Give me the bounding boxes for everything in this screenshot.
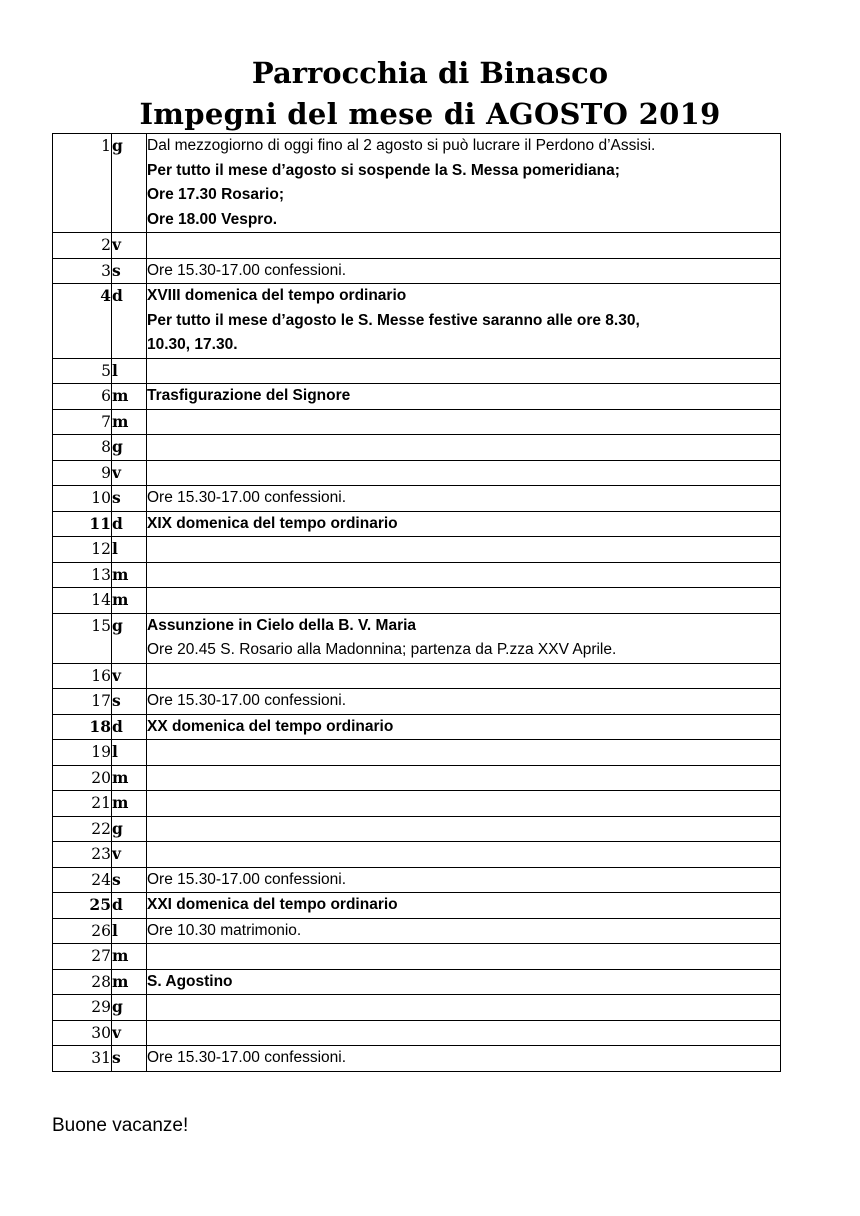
day-row — [53, 893, 781, 919]
day-number: 16 — [53, 663, 112, 689]
weekday-letter: l — [112, 537, 147, 563]
event-line: XIX domenica del tempo ordinario — [147, 514, 398, 532]
day-number: 2 — [53, 233, 112, 259]
day-row — [53, 689, 781, 715]
day-row — [53, 1046, 781, 1072]
day-events — [147, 384, 781, 410]
day-number: 31 — [53, 1046, 112, 1072]
day-events — [147, 511, 781, 537]
event-line: Ore 18.00 Vespro. — [147, 210, 278, 228]
day-number: 26 — [53, 918, 112, 944]
day-number: 30 — [53, 1020, 112, 1046]
day-events — [147, 740, 781, 766]
event-line: Ore 15.30-17.00 confessioni. — [147, 1049, 347, 1066]
day-row — [53, 134, 781, 233]
day-events — [147, 791, 781, 817]
day-events — [147, 1020, 781, 1046]
day-events — [147, 134, 781, 233]
day-number: 23 — [53, 842, 112, 868]
calendar-table — [52, 133, 781, 1072]
weekday-letter: s — [112, 867, 147, 893]
parish-title: Parrocchia di Binasco — [251, 56, 609, 90]
event-line: Assunzione in Cielo della B. V. Maria — [147, 616, 417, 634]
weekday-letter: m — [112, 562, 147, 588]
day-number: 8 — [53, 435, 112, 461]
weekday-letter: s — [112, 1046, 147, 1072]
day-row — [53, 867, 781, 893]
day-number: 17 — [53, 689, 112, 715]
day-events — [147, 358, 781, 384]
weekday-letter: g — [112, 995, 147, 1021]
day-row — [53, 435, 781, 461]
day-number: 20 — [53, 765, 112, 791]
day-row — [53, 486, 781, 512]
weekday-letter: v — [112, 1020, 147, 1046]
event-line: Per tutto il mese d’agosto si sospende la S. Messa pomeridiana; — [147, 161, 620, 179]
day-events — [147, 995, 781, 1021]
day-events — [147, 1046, 781, 1072]
weekday-letter: m — [112, 588, 147, 614]
day-row — [53, 663, 781, 689]
day-row — [53, 588, 781, 614]
day-number: 13 — [53, 562, 112, 588]
day-row — [53, 460, 781, 486]
weekday-letter: l — [112, 918, 147, 944]
event-line: Trasfigurazione del Signore — [147, 387, 351, 404]
weekday-letter: s — [112, 486, 147, 512]
weekday-letter: l — [112, 740, 147, 766]
day-number: 3 — [53, 258, 112, 284]
day-number: 21 — [53, 791, 112, 817]
weekday-letter: g — [112, 613, 147, 663]
event-line: 10.30, 17.30. — [147, 336, 238, 353]
day-number: 22 — [53, 816, 112, 842]
weekday-letter: d — [112, 511, 147, 537]
day-events — [147, 663, 781, 689]
day-number: 15 — [53, 613, 112, 663]
day-events — [147, 918, 781, 944]
weekday-letter: d — [112, 714, 147, 740]
day-number: 6 — [53, 384, 112, 410]
event-line: Ore 15.30-17.00 confessioni. — [147, 261, 347, 279]
day-row — [53, 740, 781, 766]
day-row — [53, 258, 781, 284]
day-row — [53, 613, 781, 663]
day-events — [147, 409, 781, 435]
event-line: Ore 15.30-17.00 confessioni. — [147, 870, 347, 888]
day-events — [147, 944, 781, 970]
day-events — [147, 562, 781, 588]
day-row — [53, 358, 781, 384]
closing-greeting: Buone vacanze! — [52, 1115, 189, 1136]
event-line: Ore 15.30-17.00 confessioni. — [147, 692, 347, 709]
day-number: 1 — [53, 134, 112, 233]
day-row — [53, 918, 781, 944]
day-events — [147, 284, 781, 359]
day-events — [147, 867, 781, 893]
day-row — [53, 714, 781, 740]
day-number: 24 — [53, 867, 112, 893]
day-number: 14 — [53, 588, 112, 614]
day-number: 19 — [53, 740, 112, 766]
day-number: 11 — [53, 511, 112, 537]
weekday-letter: v — [112, 842, 147, 868]
day-events — [147, 258, 781, 284]
day-row — [53, 969, 781, 995]
event-line: XVIII domenica del tempo ordinario — [147, 287, 407, 304]
day-row — [53, 765, 781, 791]
weekday-letter: g — [112, 816, 147, 842]
day-row — [53, 995, 781, 1021]
day-number: 7 — [53, 409, 112, 435]
calendar-body — [53, 134, 781, 1072]
day-events — [147, 233, 781, 259]
weekday-letter: v — [112, 663, 147, 689]
event-line: Ore 20.45 S. Rosario alla Madonnina; partenza da P.zza XXV Aprile. — [147, 641, 617, 658]
day-number: 9 — [53, 460, 112, 486]
event-line: Ore 15.30-17.00 confessioni. — [147, 489, 347, 506]
weekday-letter: d — [112, 893, 147, 919]
day-row — [53, 537, 781, 563]
day-row — [53, 384, 781, 410]
event-line: XX domenica del tempo ordinario — [147, 717, 394, 735]
day-number: 28 — [53, 969, 112, 995]
day-events — [147, 486, 781, 512]
day-events — [147, 460, 781, 486]
day-row — [53, 1020, 781, 1046]
event-line: Ore 10.30 matrimonio. — [147, 921, 302, 939]
event-line: Ore 17.30 Rosario; — [147, 186, 284, 203]
day-row — [53, 944, 781, 970]
weekday-letter: m — [112, 791, 147, 817]
day-row — [53, 284, 781, 359]
weekday-letter: g — [112, 134, 147, 233]
day-row — [53, 791, 781, 817]
month-title: Impegni del mese di AGOSTO 2019 — [139, 97, 721, 131]
event-line: XXI domenica del tempo ordinario — [147, 896, 398, 913]
day-row — [53, 816, 781, 842]
day-number: 29 — [53, 995, 112, 1021]
weekday-letter: l — [112, 358, 147, 384]
day-number: 25 — [53, 893, 112, 919]
weekday-letter: s — [112, 258, 147, 284]
day-events — [147, 842, 781, 868]
day-events — [147, 588, 781, 614]
weekday-letter: m — [112, 409, 147, 435]
weekday-letter: d — [112, 284, 147, 359]
day-number: 18 — [53, 714, 112, 740]
day-events — [147, 714, 781, 740]
day-row — [53, 511, 781, 537]
day-events — [147, 613, 781, 663]
event-line: S. Agostino — [147, 972, 233, 990]
event-line: Dal mezzogiorno di oggi fino al 2 agosto si può lucrare il Perdono d’Assisi. — [147, 137, 656, 154]
day-number: 5 — [53, 358, 112, 384]
day-row — [53, 409, 781, 435]
weekday-letter: g — [112, 435, 147, 461]
weekday-letter: v — [112, 460, 147, 486]
weekday-letter: s — [112, 689, 147, 715]
weekday-letter: m — [112, 944, 147, 970]
day-events — [147, 689, 781, 715]
day-events — [147, 816, 781, 842]
day-number: 12 — [53, 537, 112, 563]
day-number: 4 — [53, 284, 112, 359]
day-events — [147, 893, 781, 919]
weekday-letter: m — [112, 384, 147, 410]
day-number: 27 — [53, 944, 112, 970]
day-events — [147, 969, 781, 995]
day-number: 10 — [53, 486, 112, 512]
day-row — [53, 842, 781, 868]
day-events — [147, 435, 781, 461]
day-events — [147, 765, 781, 791]
day-events — [147, 537, 781, 563]
day-row — [53, 562, 781, 588]
weekday-letter: m — [112, 969, 147, 995]
weekday-letter: m — [112, 765, 147, 791]
event-line: Per tutto il mese d’agosto le S. Messe festive saranno alle ore 8.30, — [147, 311, 640, 329]
weekday-letter: v — [112, 233, 147, 259]
day-row — [53, 233, 781, 259]
